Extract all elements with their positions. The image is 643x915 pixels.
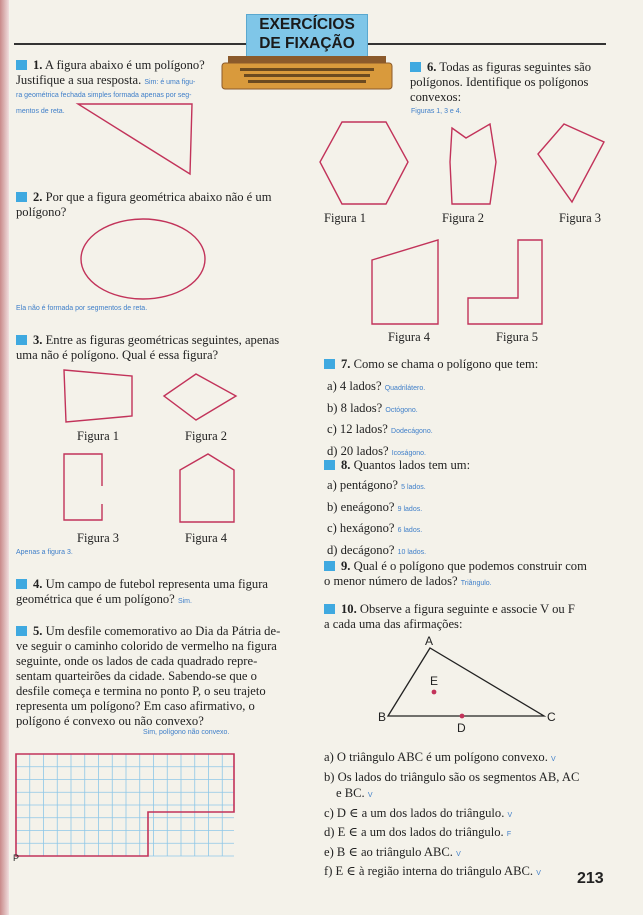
question-number: 7.: [341, 357, 351, 371]
figure-caption: Figura 1: [77, 429, 120, 443]
question-text: seguinte, onde os lados de cada quadrado repre-: [16, 654, 258, 668]
bullet-icon: [324, 460, 335, 470]
answer-text: Apenas a figura 3.: [16, 549, 73, 556]
answer-text: F: [506, 831, 512, 838]
point-label-e: E: [430, 674, 439, 688]
question-1: [16, 58, 226, 90]
question-9: [324, 559, 610, 591]
vertex-label-c: C: [547, 710, 556, 724]
question-number: 4.: [33, 577, 43, 591]
answer-text: 5 lados.: [401, 484, 426, 491]
triangle-abc-figure: [374, 636, 564, 728]
rhombus-shape: [164, 374, 236, 420]
point-p-label: P: [13, 853, 20, 863]
question-number: 10.: [341, 602, 357, 616]
bullet-icon: [16, 579, 27, 589]
q8-items: [327, 476, 426, 562]
item-text: d) E ∈ a um dos lados do triângulo.: [324, 825, 504, 839]
answer-text: 9 lados.: [397, 505, 423, 513]
question-text: Justifique a sua resposta.: [16, 73, 142, 87]
trapezoid-shape: [64, 370, 132, 422]
page-number: 213: [577, 870, 604, 887]
item-text: a) 4 lados?: [327, 379, 382, 393]
banner-line1: EXERCÍCIOS: [259, 16, 355, 33]
ellipse-figure: [78, 216, 208, 302]
question-text: desfile começa e termina no ponto P, o seu trajeto: [16, 684, 266, 698]
item-text: e) B ∈ ao triângulo ABC.: [324, 844, 453, 859]
item-text: f) E ∈ à região interna do triângulo ABC.: [324, 864, 534, 878]
question-text: convexos:: [410, 90, 462, 104]
item-text: d) 20 lados?: [327, 443, 389, 458]
question-text: Todas as figuras seguintes são: [439, 60, 591, 74]
figure-caption: Figura 3: [77, 531, 120, 545]
question-4: [16, 577, 298, 609]
question-text: Como se chama o polígono que tem:: [353, 357, 539, 371]
book-spine-shadow: [0, 0, 9, 915]
question-text: polígonos. Identifique os polígonos: [410, 75, 589, 89]
house-pentagon-shape: [180, 454, 234, 522]
question-text: sentam quarteirões da cidade. Sabendo-se que o: [16, 669, 257, 683]
bullet-icon: [410, 62, 421, 72]
answer-text: Figuras 1, 3 e 4.: [411, 108, 462, 115]
question-text: Entre as figuras geométricas seguintes, apenas: [45, 333, 280, 347]
answer-text: Ela não é formada por segmentos de reta.: [16, 305, 148, 312]
polygon-triangle-figure: [70, 100, 200, 180]
q7-items: [327, 377, 433, 463]
question-text: polígono?: [16, 205, 67, 219]
figure-caption: Figura 5: [496, 330, 539, 344]
figures-row-2: [58, 450, 248, 526]
q10-items: [324, 749, 614, 883]
answer-text: mentos de reta.: [16, 108, 65, 115]
question-3: [16, 333, 298, 363]
quadrilateral-shape: [372, 240, 438, 324]
item-text: c) hexágono?: [327, 521, 395, 535]
city-grid-figure: [14, 752, 240, 858]
question-5: [16, 624, 298, 729]
vertex-label-b: B: [378, 710, 387, 724]
question-text: uma não é polígono. Qual é essa figura?: [16, 348, 219, 362]
bullet-icon: [16, 60, 27, 70]
figures-row-1: [58, 366, 248, 428]
figures-row-q6b: [368, 236, 548, 328]
question-number: 9.: [341, 559, 351, 573]
bullet-icon: [16, 335, 27, 345]
question-text: Observe a figura seguinte e associe V ou F: [359, 602, 575, 616]
hexagon-shape: [320, 122, 408, 204]
bullet-icon: [16, 626, 27, 636]
answer-text: 10 lados.: [397, 548, 427, 556]
answer-text: ra geométrica fechada simples formada apenas por seg-: [16, 92, 192, 99]
question-text: a cada uma das afirmações:: [324, 617, 463, 631]
question-text: Um campo de futebol representa uma figura: [45, 577, 269, 591]
question-text: Por que a figura geométrica abaixo não é um: [45, 190, 272, 204]
figure-caption: Figura 4: [185, 531, 228, 545]
answer-text: V: [456, 850, 461, 858]
item-text: c) 12 lados?: [327, 422, 388, 436]
answer-text: V: [367, 792, 373, 799]
banner-line2: DE FIXAÇÃO: [259, 35, 355, 52]
question-text: Qual é o polígono que podemos construir com: [353, 559, 587, 573]
question-number: 5.: [33, 624, 43, 638]
open-shape: [64, 454, 102, 520]
answer-text: Sim: é uma figu-: [144, 79, 196, 86]
point-e: [432, 690, 437, 695]
question-text: polígono é convexo ou não convexo?: [16, 714, 204, 728]
figures-row-q6: [318, 118, 610, 210]
figure-caption: Figura 2: [442, 211, 485, 225]
answer-text: Dodecágono.: [391, 428, 433, 435]
item-text: b) Os lados do triângulo são os segmentos AB, AC: [324, 769, 580, 784]
question-8: [324, 458, 610, 473]
bullet-icon: [324, 604, 335, 614]
question-7: [324, 357, 610, 372]
bullet-icon: [324, 561, 335, 571]
bullet-icon: [324, 359, 335, 369]
point-d: [460, 714, 465, 719]
bullet-icon: [16, 192, 27, 202]
answer-text: Octógono.: [385, 406, 418, 414]
item-text: a) pentágono?: [327, 478, 398, 492]
question-text: Quantos lados tem um:: [353, 458, 471, 472]
item-text: a) O triângulo ABC é um polígono convexo.: [324, 750, 548, 764]
answer-text: V: [507, 811, 513, 819]
answer-text: V: [536, 870, 541, 877]
question-text: ve seguir o caminho colorido de vermelho na figura: [16, 639, 277, 653]
vertex-label-a: A: [425, 634, 434, 648]
item-text: c) D ∈ a um dos lados do triângulo.: [324, 805, 505, 820]
question-number: 2.: [33, 190, 43, 204]
question-text: o menor número de lados?: [324, 574, 458, 588]
question-number: 6.: [427, 60, 437, 74]
point-label-d: D: [457, 721, 466, 735]
question-6: [410, 60, 610, 105]
l-shape: [468, 240, 542, 324]
question-number: 8.: [341, 458, 351, 472]
item-text: d) decágono?: [327, 542, 395, 557]
answer-text: Icoságono.: [391, 449, 426, 457]
question-text: A figura abaixo é um polígono?: [44, 58, 205, 72]
question-number: 3.: [33, 333, 43, 347]
typewriter-icon: [222, 56, 392, 92]
item-text: b) 8 lados?: [327, 400, 383, 415]
answer-text: Quadrilátero.: [384, 385, 426, 392]
figure-caption: Figura 1: [324, 211, 367, 225]
figure-caption: Figura 3: [559, 211, 602, 225]
question-text: Um desfile comemorativo ao Dia da Pátria de-: [45, 624, 281, 638]
concave-polygon-shape: [450, 124, 496, 204]
question-text: representa um polígono? Em caso afirmativo, o: [16, 699, 255, 713]
item-text: e BC.: [336, 786, 365, 800]
answer-text: Sim, polígono não convexo.: [143, 729, 230, 736]
answer-text: 6 lados.: [397, 527, 423, 534]
answer-text: Sim.: [177, 598, 192, 605]
question-number: 1.: [33, 58, 43, 72]
section-banner: [246, 14, 368, 58]
question-text: geométrica que é um polígono?: [16, 592, 175, 606]
answer-text: Triângulo.: [460, 580, 492, 587]
figure-caption: Figura 4: [388, 330, 431, 344]
item-text: b) eneágono?: [327, 499, 395, 514]
question-10: [324, 602, 610, 632]
figure-caption: Figura 2: [185, 429, 228, 443]
kite-shape: [538, 124, 604, 202]
answer-text: V: [551, 756, 556, 763]
